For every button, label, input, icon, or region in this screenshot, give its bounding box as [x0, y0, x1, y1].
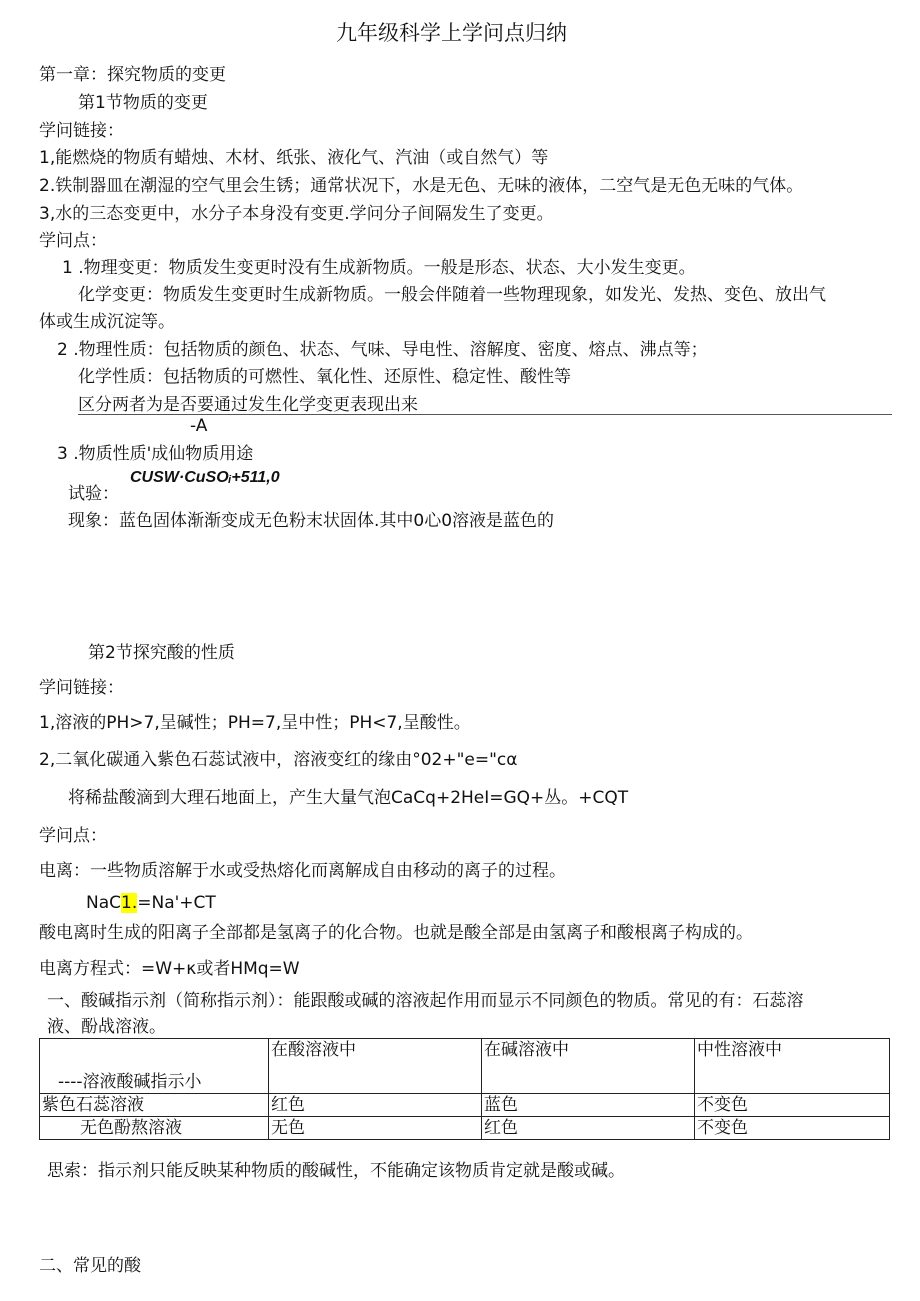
table-cell: 红色: [482, 1117, 695, 1140]
point-chemical-change: 化学变更：物质发生变更时生成新物质。一般会伴随着一些物理现象，如发光、发热、变色、放出气: [78, 285, 826, 305]
point-chemical-property: 化学性质：包括物质的可燃性、氧化性、还原性、稳定性、酸性等: [78, 367, 571, 387]
link-item: 2.铁制器皿在潮湿的空气里会生锈；通常状况下，水是无色、无味的液体，二空气是无色无味的气体。: [39, 176, 804, 196]
phenomenon: 现象：蓝色固体渐渐变成无色粉末状固体.其中0心0溶液是蓝色的: [68, 511, 555, 531]
point-physical-property: 2 .物理性质：包括物质的颜色、状态、气味、导电性、溶解度、密度、熔点、沸点等；: [57, 340, 708, 360]
points-label: 学问点：: [39, 231, 107, 251]
table-cell: 无色: [269, 1117, 482, 1140]
table-header-cell: 在酸溶液中: [269, 1039, 482, 1094]
section2-heading: 第2节探究酸的性质: [88, 643, 235, 663]
nacl-post: =Na'+CT: [137, 893, 216, 913]
acid-definition: 酸电离时生成的阳离子全部都是氢离子的化合物。也就是酸全部是由氢离子和酸根离子构成的。: [39, 923, 753, 943]
table-cell: 不变色: [695, 1094, 890, 1117]
nacl-equation: [86, 892, 216, 914]
table-header-row: [40, 1039, 890, 1094]
link-item: 3,水的三态变更中，水分子本身没有变更.学问分子间隔发生了变更。: [39, 204, 554, 224]
point-physical-change: 1 .物理变更：物质发生变更时没有生成新物质。一般是形态、状态、大小发生变更。: [62, 258, 696, 278]
chapter-heading: 第一章：探究物质的变更: [39, 65, 226, 85]
table-corner-cell: ----溶液酸碱指示小: [40, 1039, 269, 1094]
nacl-pre: NaC: [86, 893, 122, 913]
table-cell: 不变色: [695, 1117, 890, 1140]
ionization-equation: 电离方程式：=W+κ或者HMq=W: [39, 959, 300, 979]
table-cell: 蓝色: [482, 1094, 695, 1117]
link-item: 1,溶液的PH>7,呈碱性；PH=7,呈中性；PH<7,呈酸性。: [39, 713, 471, 733]
thinking-note: 思索：指示剂只能反映某种物质的酸碱性，不能确定该物质肯定就是酸或碱。: [47, 1161, 625, 1181]
points-label: 学问点：: [39, 826, 107, 846]
table-header-cell: 在碱溶液中: [482, 1039, 695, 1094]
ionization-definition: 电离：一些物质溶解于水或受热熔化而离解成自由移动的离子的过程。: [39, 861, 566, 881]
formula: CUSW·CuSOᵢ+511,0: [130, 469, 280, 486]
link-item: 1,能燃烧的物质有蜡烛、木材、纸张、液化气、汽油（或自然气）等: [39, 148, 549, 168]
table-row: [40, 1094, 890, 1117]
links-label: 学问链接：: [39, 678, 124, 698]
link-item: 将稀盐酸滴到大理石地面上，产生大量气泡CaCq+2HeI=GQ+丛。+CQT: [68, 788, 629, 808]
experiment-label: 试验：: [68, 484, 119, 504]
point-property-use: 3 .物质性质'成仙物质用途: [57, 444, 254, 464]
section1-heading: 第1节物质的变更: [78, 93, 208, 113]
link-item: 2,二氧化碳通入紫色石蕊试液中，溶液变红的缘由°02+"e="cα: [39, 750, 518, 770]
page-title: 九年级科学上学问点归纳: [336, 21, 567, 45]
point-chemical-change-cont: 体或生成沉淀等。: [39, 312, 175, 332]
table-header-cell: 中性溶液中: [695, 1039, 890, 1094]
arrow-mark: -A: [190, 416, 208, 436]
common-acids-heading: 二、常见的酸: [39, 1256, 141, 1276]
links-label: 学问链接：: [39, 121, 124, 141]
table-row: [40, 1117, 890, 1140]
indicator-table: [39, 1038, 890, 1140]
indicator-definition-cont: 液、酚战溶液。: [47, 1017, 166, 1037]
table-row-label: 紫色石蕊溶液: [40, 1094, 269, 1117]
table-row-label: 无色酚熬溶液: [40, 1117, 269, 1140]
indicator-definition: 一、酸碱指示剂（简称指示剂）：能跟酸或碱的溶液起作用而显示不同颜色的物质。常见的有：石蕊溶: [47, 991, 804, 1011]
table-cell: 红色: [269, 1094, 482, 1117]
nacl-highlight: 1.: [121, 893, 138, 913]
point-distinguish: 区分两者为是否要通过发生化学变更表现出来: [78, 395, 418, 415]
